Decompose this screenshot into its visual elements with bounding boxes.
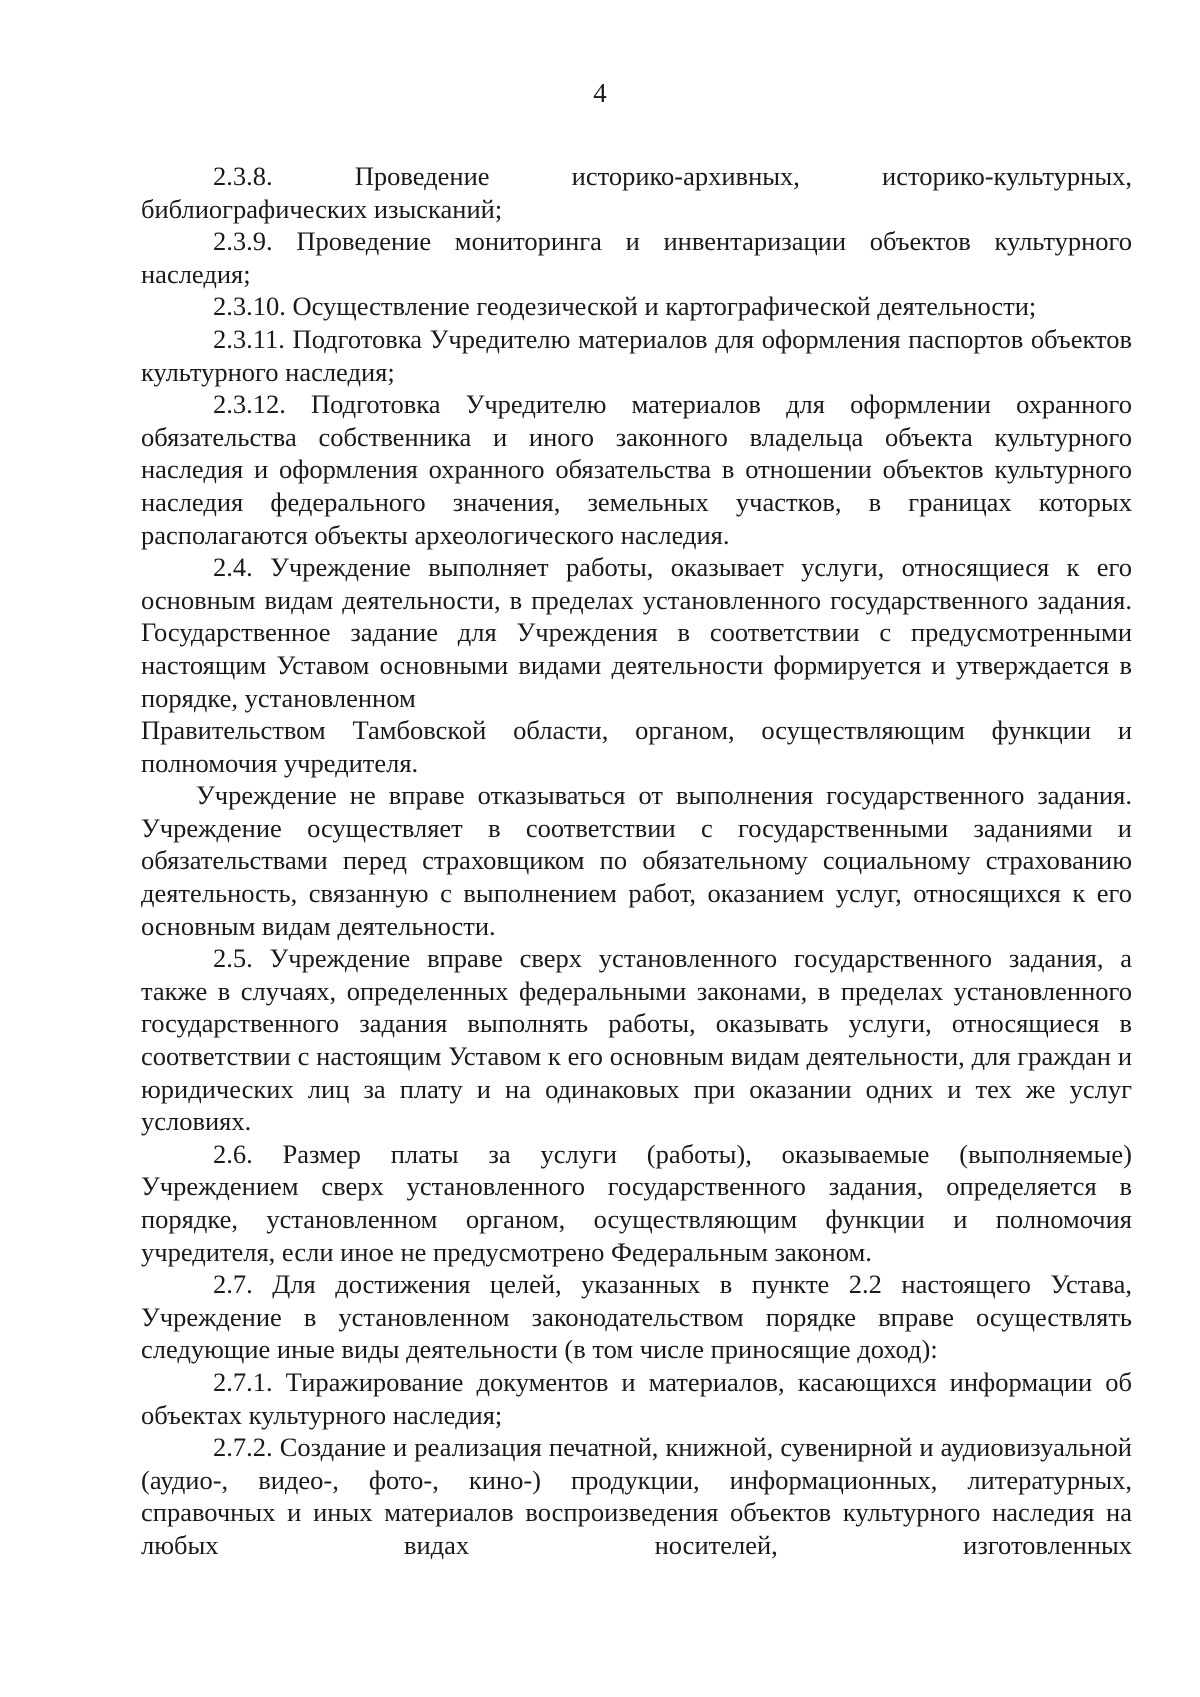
paragraph-2-3-10: 2.3.10. Осуществление геодезической и картографической деятельности; [213,291,1037,322]
paragraph-2-5: 2.5. Учреждение вправе сверх установленного государственного задания, а также в случаях, определенных федеральными законами, в пределах установленного государственного задания выполнять работы, оказывать услуги, относящиеся в соответствии с настоящим Уставом к его основным видам деятельности, для граждан и юридических лиц за плату и на одинаковых при оказании одних и тех же услуг условиях. [141,943,1132,1137]
paragraph-2-3-12: 2.3.12. Подготовка Учредителю материалов для оформлении охранного обязательства собственника и иного законного владельца объекта культурного наследия и оформления охранного обязательства в отношении объектов культурного наследия федерального значения, земельных участков, в границах которых располагаются объекты археологического наследия. [141,389,1132,550]
page-number: 4 [593,78,607,108]
paragraph-2-3-11: 2.3.11. Подготовка Учредителю материалов для оформления паспортов объектов культурного наследия; [141,323,1132,387]
paragraph-2-7-1: 2.7.1. Тиражирование документов и материалов, касающихся информации об объектах культурного наследия; [141,1366,1132,1430]
paragraph-2-4: 2.4. Учреждение выполняет работы, оказывает услуги, относящиеся к его основным видам деятельности, в пределах установленного государственного задания. Государственное задание для Учреждения в соответствии с предусмотренными настоящим Уставом основными видами деятельности формируется и утверждается в порядке, установленном [141,552,1132,713]
document-body [141,160,1132,1562]
paragraph-2-6: 2.6. Размер платы за услуги (работы), оказываемые (выполняемые) Учреждением сверх установленного государственного задания, определяется в порядке, установленном органом, осуществляющим функции и полномочия учредителя, если иное не предусмотрено Федеральным законом. [141,1138,1132,1267]
paragraph-2-4-continuation: Правительством Тамбовской области, органом, осуществляющим функции и полномочия учредителя. [141,715,1132,778]
paragraph-2-3-9: 2.3.9. Проведение мониторинга и инвентаризации объектов культурного наследия; [141,226,1132,289]
paragraph-assignment-obligation: Учреждение не вправе отказываться от выполнения государственного задания. Учреждение осуществляет в соответствии с государственными заданиями и обязательствами перед страховщиком по обязательному социальному страхованию деятельность, связанную с выполнением работ, оказанием услуг, относящихся к его основным видам деятельности. [141,780,1132,941]
paragraph-2-3-8: 2.3.8. Проведение историко-архивных, историко-культурных, библиографических изысканий; [141,161,1132,224]
paragraph-2-7-2: 2.7.2. Создание и реализация печатной, книжной, сувенирной и аудиовизуальной (аудио-, видео-, фото-, кино-) продукции, информационных, литературных, справочных и иных материалов воспроизведения объектов культурного наследия на любых видах носителей, изготовленных [141,1432,1132,1560]
paragraph-2-7: 2.7. Для достижения целей, указанных в пункте 2.2 настоящего Устава, Учреждение в установленном законодательством порядке вправе осуществлять следующие иные виды деятельности (в том числе приносящие доход): [141,1269,1132,1365]
